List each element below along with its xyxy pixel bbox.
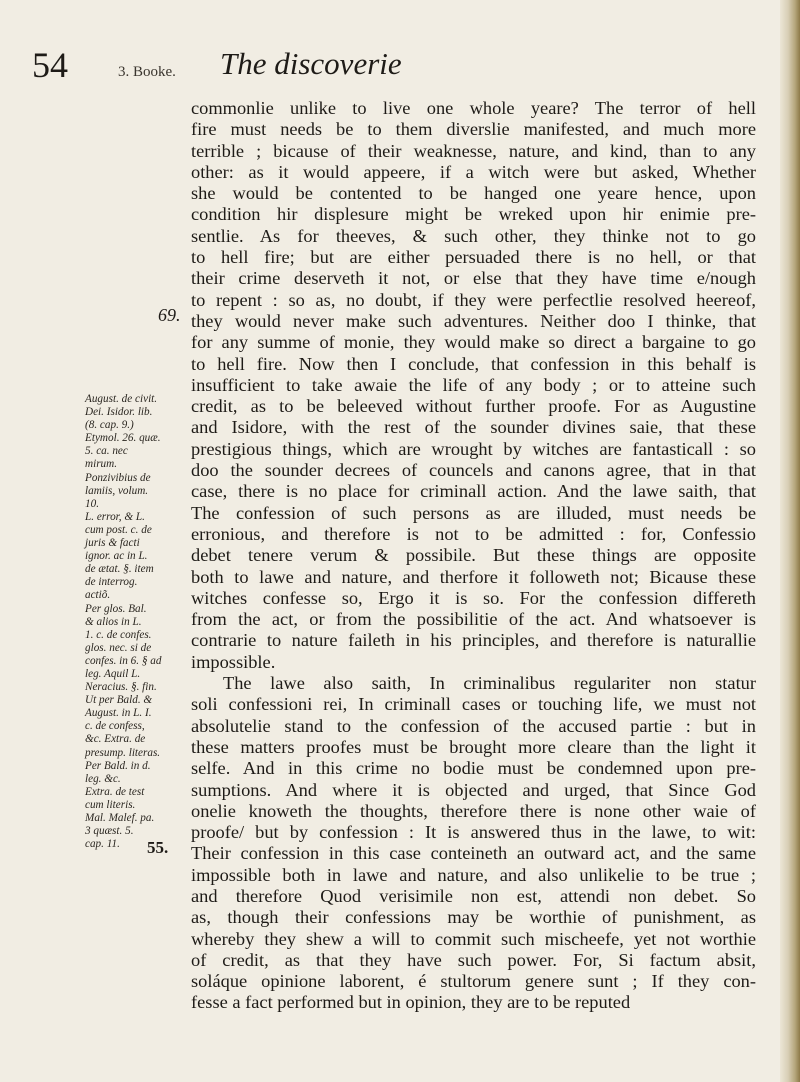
page-number: 54 [32,45,68,85]
sidenote-line: & alios in L. [85,615,142,628]
text-line: onelie knoweth the thoughts, therefore there is none other waie of [191,800,756,821]
page-edge-shadow [780,0,800,1082]
text-line: terrible ; bicause of their weaknesse, nature, and kind, than to any [191,140,756,161]
text-line: fire must needs be to them diverslie manifested, and much more [191,119,756,140]
text-line: these matters proofes must be brought more cleare than the light it [191,736,756,757]
sidenote-line: &c. Extra. de [85,733,146,746]
sidenote-line: Ut per Bald. & [85,694,153,707]
marginal-number-55: 55. [147,838,169,857]
text-line: commonlie unlike to live one whole yeare? The terror of hell [191,98,756,118]
book-label: 3. Booke. [118,64,176,80]
text-line: Their confession in this case conteineth an outward act, and the same [191,843,756,864]
sidenote-line: 10. [85,497,99,510]
sidenote-line: juris & facti [85,537,140,550]
text-line: sentlie. As for theeves, & such other, they thinke not to go [191,225,756,246]
text-line: The lawe also saith, In criminalibus regulariter non statur [223,673,756,694]
sidenote-line: cum post. c. de [85,523,152,536]
sidenote-line: Dei. Isidor. lib. [85,406,153,419]
text-line: she would be contented to be hanged one yeare hence, upon [191,183,756,204]
sidenote-line: ignor. ac in L. [85,550,148,563]
running-title: The discoverie [220,46,402,81]
text-line: erronious, and therefore is not to be admitted : for, Confessio [191,523,756,544]
text-line: fesse a fact performed but in opinion, they are to be reputed [191,992,631,1013]
text-line: their crime deserveth it not, or else that they have time e/nough [191,268,756,289]
text-line: soli confessioni rei, In criminall cases or touching life, we must not [191,694,756,715]
text-line: both to lawe and nature, and therfore it followeth not; Bicause these [191,566,756,587]
sidenote-line: de interrog. [85,576,138,589]
sidenote-line: Neracius. §. fin. [85,681,157,694]
sidenote-line: de ætat. §. item [85,563,154,576]
sidenote-line: Etymol. 26. quæ. [85,432,161,445]
text-line: proofe/ but by confession : It is answered thus in the lawe, to wit: [191,822,756,843]
text-line: to hell fire. Now then I conclude, that confession in this behalf is [191,353,756,374]
text-line: they would never make such adventures. Neither doo I thinke, that [191,310,756,331]
text-line: soláque opinione laborent, é stultorum genere sunt ; If they con- [191,971,756,992]
sidenote-line: (8. cap. 9.) [85,419,134,432]
sidenote-line: Per Bald. in d. [85,759,151,772]
sidenote-line: 3 quæst. 5. [85,825,134,838]
text-line: selfe. And in this crime no bodie must be condemned upon pre- [191,758,756,779]
text-line: contrarie to nature faileth in his principles, and therefore is naturallie [191,630,756,651]
text-line: other: as it would appeere, if a witch were but asked, Whether [191,161,756,182]
text-line: to hell fire; but are either persuaded there is no hell, or that [191,247,756,268]
sidenote-line: lamiis, volum. [85,484,149,497]
text-line: sumptions. And where it is objected and urged, that Since God [191,779,756,800]
sidenote-line: leg. Aquil L. [85,667,141,680]
text-line: impossible. [191,651,276,672]
sidenote-line: cum literis. [85,798,136,811]
text-line: for any summe of monie, they would make so direct a bargaine to go [191,332,756,353]
marginal-number-69: 69. [158,305,181,325]
sidenote-line: Extra. de test [85,785,145,798]
sidenote-line: 5. ca. nec [85,445,128,458]
text-line: absolutelie stand to the confession of the accused partie : but in [191,715,756,736]
sidenote-line: glos. nec. si de [85,641,152,654]
text-line: as, though their confessions may be worthie of punishment, as [191,907,756,928]
text-line: insufficient to take awaie the life of any body ; or to atteine such [191,374,756,395]
sidenote-line: c. de confess, [85,720,145,733]
sidenote-line: Per glos. Bal. [85,602,147,615]
text-line: and Isidore, with the rest of the sounder divines saie, that these [191,417,756,438]
text-line: case, there is no place for criminall action. And the lawe saith, that [191,481,756,502]
sidenote-line: 1. c. de confes. [85,628,152,641]
marginal-sidenote [85,393,185,851]
sidenote-line: confes. in 6. § ad [85,654,162,667]
text-line: to repent : so as, no doubt, if they were perfectlie resolved heereof, [191,289,756,310]
text-line: of credit, as that they have such power. For, Si factum absit, [191,949,756,970]
sidenote-line: leg. &c. [85,772,121,785]
text-line: The confession of such persons as are illuded, must needs be [191,502,756,523]
text-line: from the act, or from the possibilitie of the act. And whatsoever is [191,609,756,630]
sidenote-line: Mal. Malef. pa. [85,812,155,824]
text-line: whereby they shew a will to commit such mischeefe, yet not worthie [191,928,756,949]
text-line: witches confesse so, Ergo it is so. For the confession differeth [191,587,756,608]
sidenote-line: August. in L. I. [85,707,152,720]
text-line: doo the sounder decrees of councels and canons agree, that in that [191,460,756,481]
sidenote-line: presump. literas. [85,746,161,759]
text-line: condition hir displesure might be wreked upon hir enimie pre- [191,204,756,225]
text-line: prestigious things, which are wrought by witches are fantasticall : so [191,438,756,459]
text-line: impossible both in lawe and nature, and also unlikelie to be true ; [191,864,756,885]
sidenote-line: August. de civit. [85,393,158,405]
text-line: debet tenere verum & possibile. But these things are opposite [191,545,756,566]
sidenote-line: actiõ. [85,589,111,602]
page-header [0,44,800,94]
text-line: and therefore Quod verisimile non est, attendi non debet. So [191,885,756,906]
sidenote-line: Ponzivibius de [85,471,151,484]
text-line: credit, as to be beleeved without further proofe. For as Augustine [191,396,756,417]
sidenote-line: cap. 11. [85,838,120,851]
sidenote-line: mirum. [85,458,118,471]
sidenote-line: L. error, & L. [85,510,145,523]
body-text [191,98,756,1014]
